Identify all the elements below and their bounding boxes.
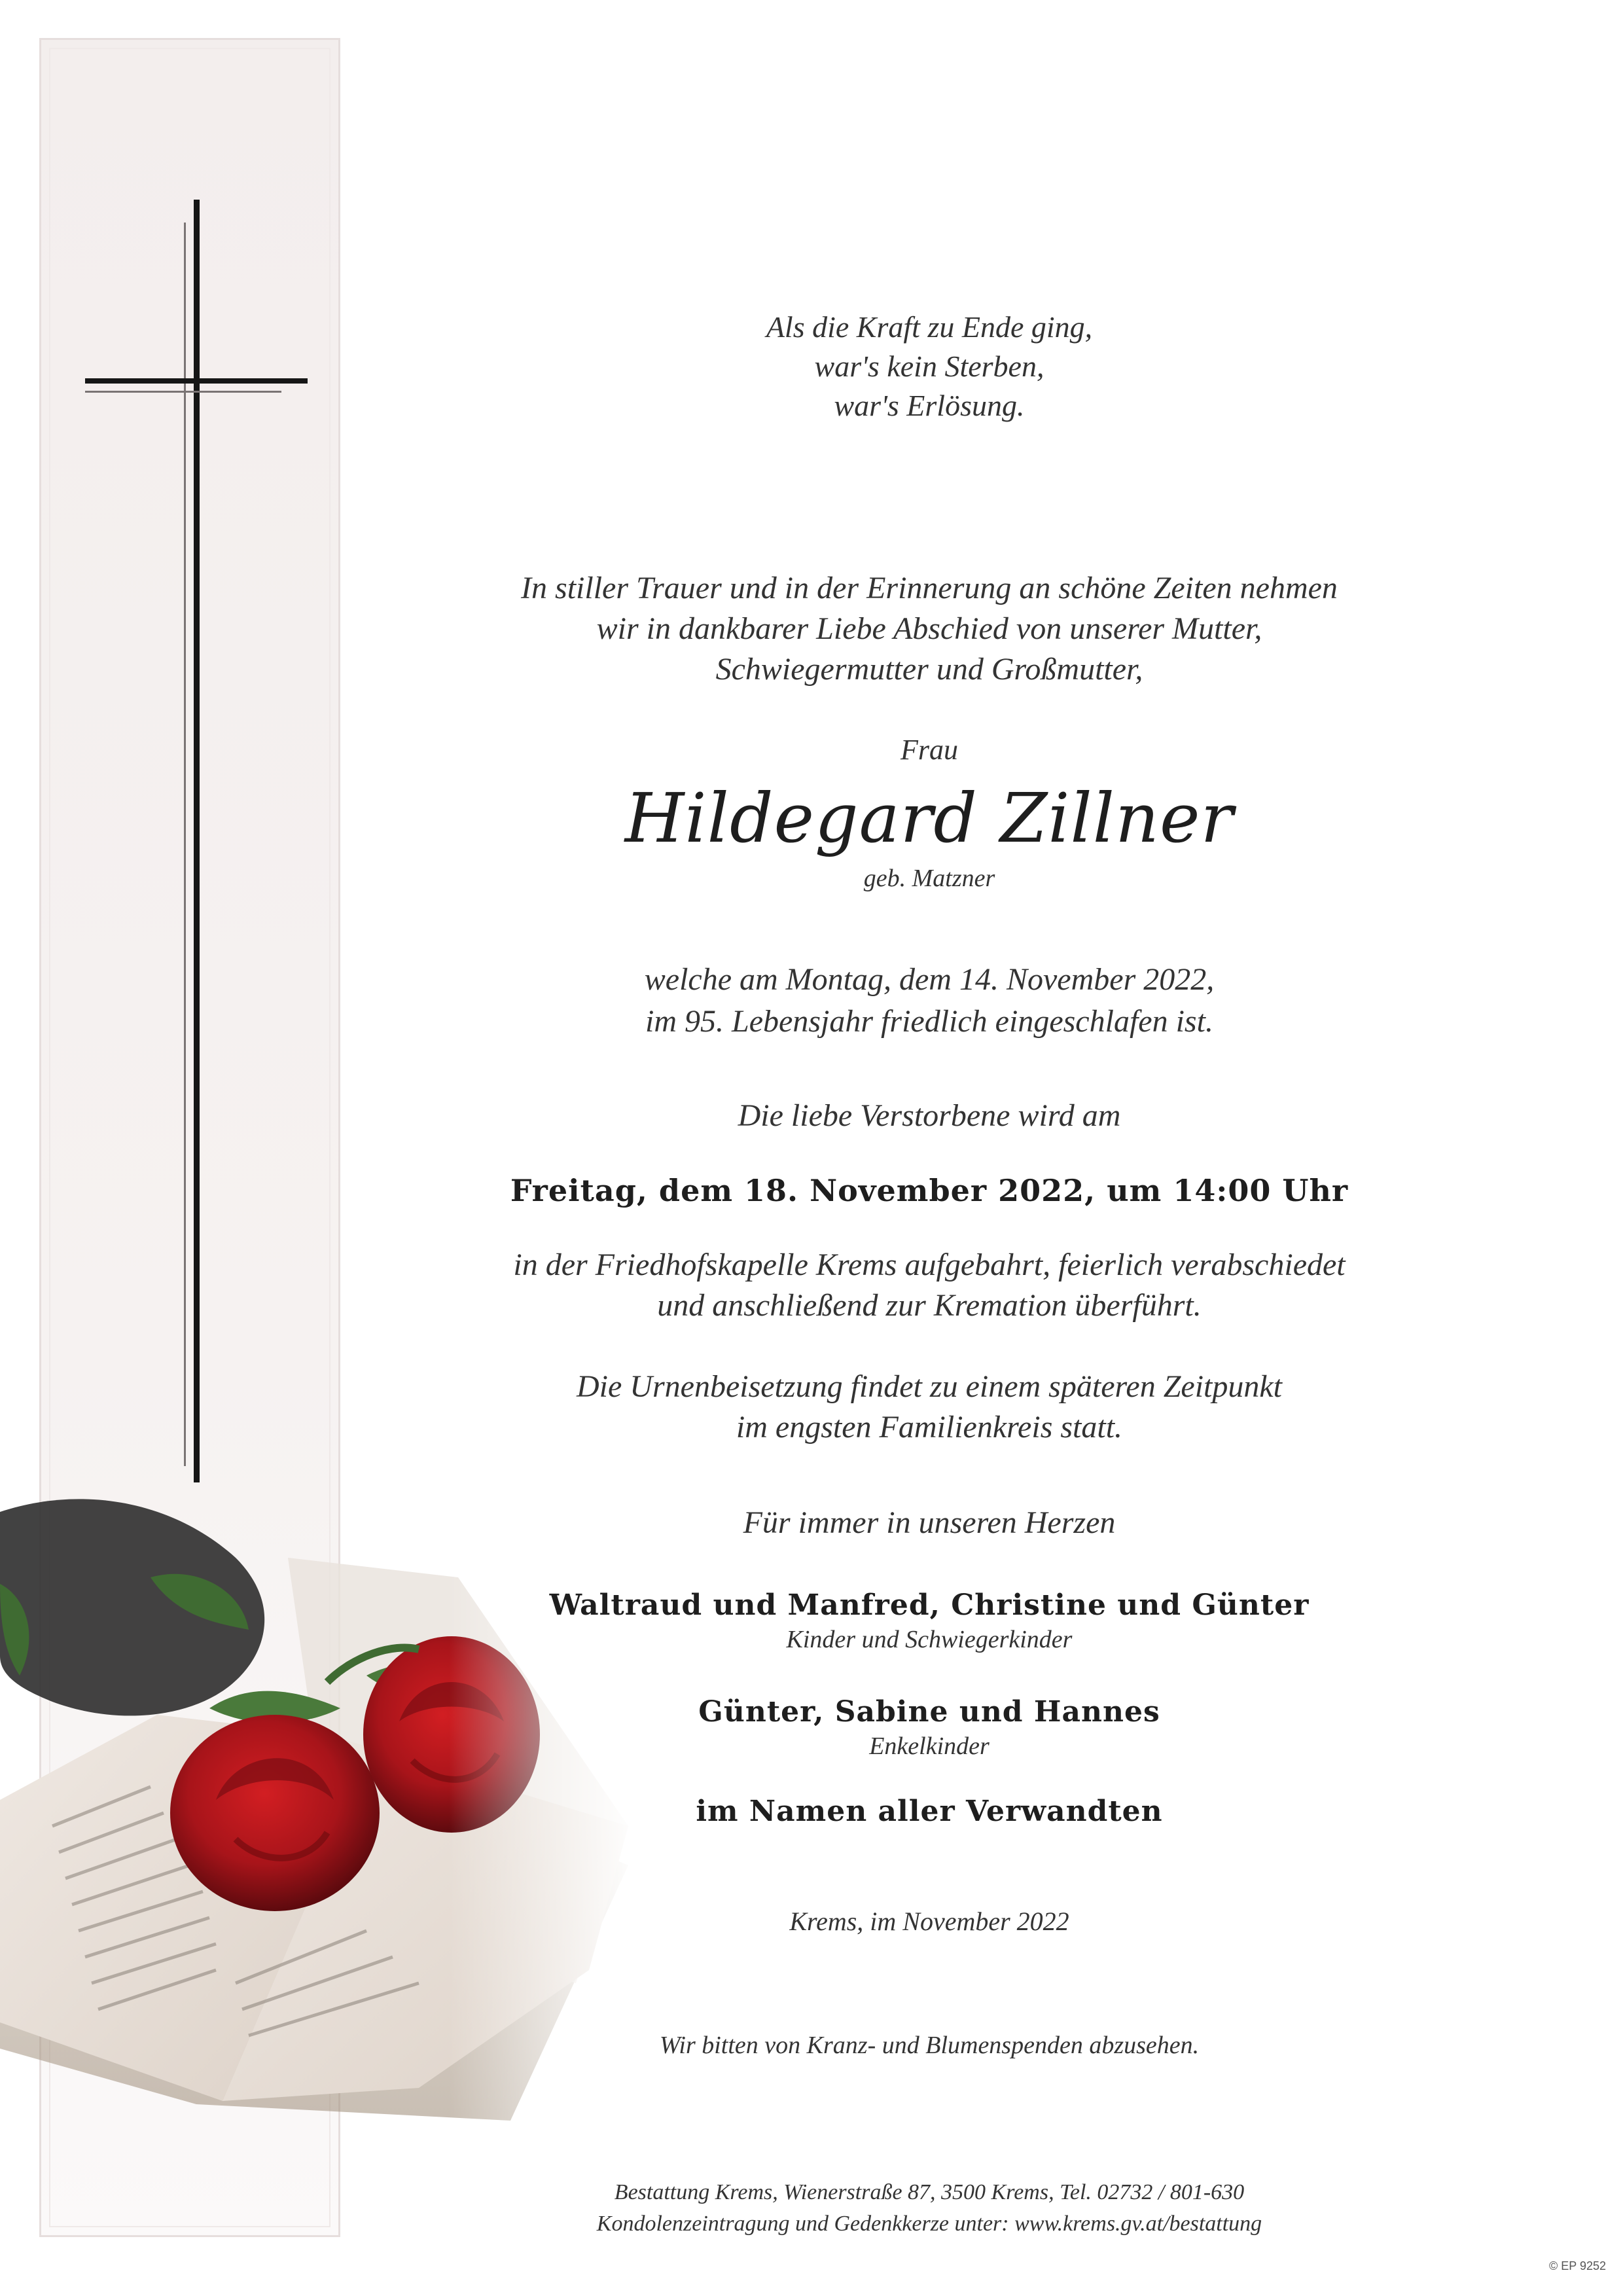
mourner-group [406,1694,1453,1762]
forever-text: Für immer in unseren Herzen [743,1505,1116,1540]
template-code: © EP 9252 [1549,2259,1606,2272]
intro-line: Schwiegermutter und Großmutter, [715,652,1143,687]
urn-line: Die Urnenbeisetzung findet zu einem späteren Zeitpunkt [576,1369,1283,1404]
mourner-names: Waltraud und Manfred, Christine und Günter [549,1588,1310,1622]
footer-block [406,2177,1453,2240]
chapel-line: in der Friedhofskapelle Krems aufgebahrt, feierlich verabschiedet [513,1247,1346,1282]
intro-block [406,568,1453,690]
death-info-line: im 95. Lebensjahr friedlich eingeschlafen ist. [645,1004,1213,1039]
urn-block [406,1367,1453,1448]
verse-line: war's kein Sterben, [814,350,1044,383]
mourner-group [406,1587,1453,1655]
intro-line: wir in dankbarer Liebe Abschied von unserer Mutter, [596,611,1262,646]
footer-address: Bestattung Krems, Wienerstraße 87, 3500 Krems, Tel. 02732 / 801-630 [614,2180,1245,2204]
verse-block [406,308,1453,425]
cross-vertical-shadow [184,223,186,1466]
place-date: Krems, im November 2022 [789,1907,1069,1936]
salutation: Frau [901,734,958,766]
flower-request: Wir bitten von Kranz- und Blumenspenden abzusehen. [659,2032,1200,2059]
urn-line: im engsten Familienkreis statt. [736,1410,1123,1444]
cross-horizontal-beam [85,378,308,384]
mourner-role: Kinder und Schwiegerkinder [786,1626,1073,1653]
intro-line: In stiller Trauer und in der Erinnerung an schöne Zeiten nehmen [521,571,1338,605]
lying-in-state-date: Freitag, dem 18. November 2022, um 14:00 Uhr [510,1173,1349,1208]
chapel-block [406,1245,1453,1326]
footer-condolence: Kondolenzeintragung und Gedenkkerze unter: www.krems.gv.at/bestattung [596,2212,1262,2236]
verse-line: war's Erlösung. [834,389,1025,422]
cross-horizontal-shadow [85,391,281,393]
death-info-line: welche am Montag, dem 14. November 2022, [644,962,1215,997]
mourner-group [406,1793,1453,1830]
deceased-name: Hildegard Zillner [624,778,1234,858]
mourner-role: Enkelkinder [869,1732,990,1760]
mourner-names: Günter, Sabine und Hannes [698,1695,1160,1729]
mourner-names: im Namen aller Verwandten [696,1795,1163,1828]
verse-line: Als die Kraft zu Ende ging, [766,310,1093,344]
lying-in-state-intro: Die liebe Verstorbene wird am [738,1098,1121,1133]
death-info-block [406,959,1453,1043]
birth-name: geb. Matzner [863,865,995,892]
chapel-line: und anschließend zur Kremation überführt. [657,1288,1202,1323]
